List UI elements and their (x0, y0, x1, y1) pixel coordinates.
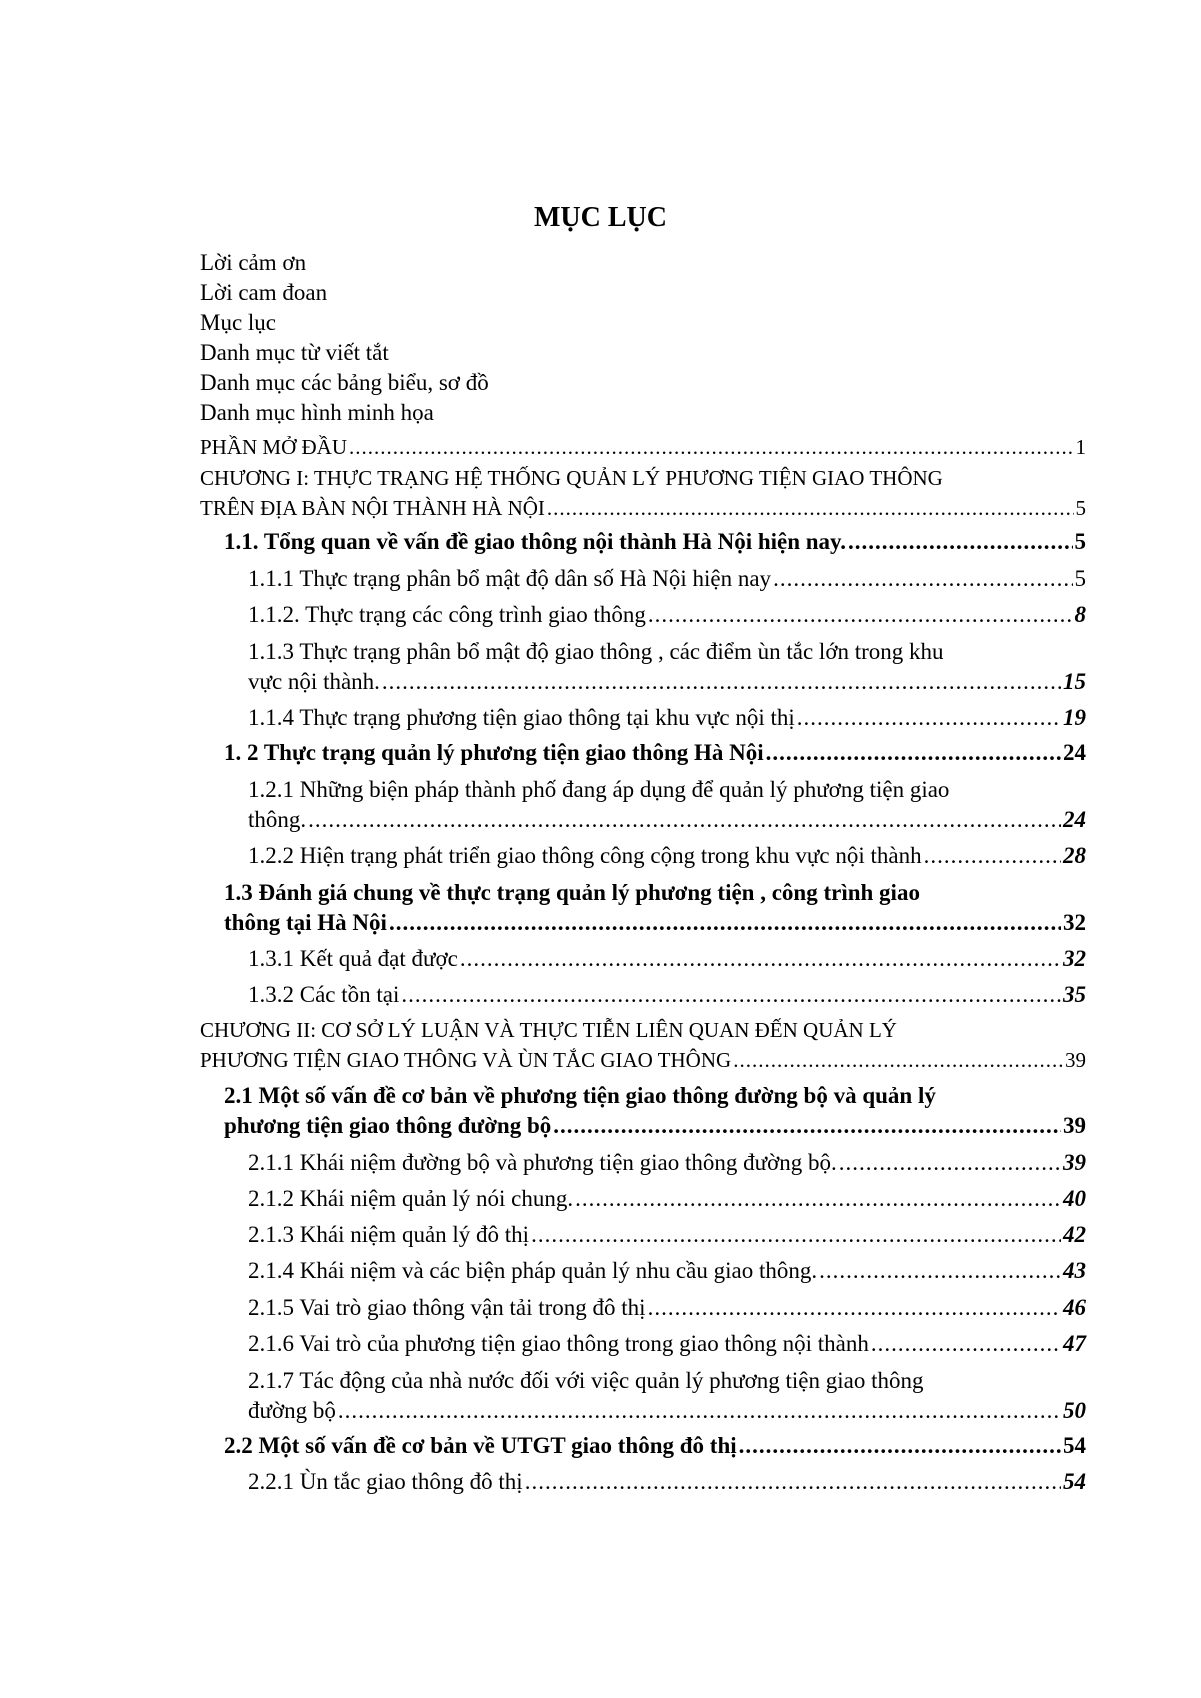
dot-leader (797, 703, 1061, 733)
toc-entry[interactable] (248, 703, 1086, 733)
toc-entry-text: 1.3.2 Các tồn tại (248, 982, 400, 1007)
dot-leader (401, 980, 1061, 1010)
toc-entry[interactable] (248, 637, 1086, 697)
dot-leader (389, 908, 1061, 938)
toc-entry-text: 1.2.2 Hiện trạng phát triển giao thông công cộng trong khu vực nội thành (248, 843, 922, 868)
toc-entry[interactable] (248, 564, 1086, 594)
toc-entry-text: 2.1.1 Khái niệm đường bộ và phương tiện giao thông đường bộ. (248, 1150, 837, 1175)
toc-entry-text: 1.1.4 Thực trạng phương tiện giao thông tại khu vực nội thị (248, 705, 795, 730)
toc-entry[interactable] (248, 1293, 1086, 1323)
dot-leader (349, 432, 1073, 462)
toc-entry-page: 1 (1075, 435, 1086, 459)
toc-entry-text-line1: 2.1 Một số vấn đề cơ bản về phương tiện giao thông đường bộ và quản lý (224, 1083, 936, 1108)
toc-entry-text-line1: 1.1.3 Thực trạng phân bổ mật độ giao thông , các điểm ùn tắc lớn trong khu (248, 639, 944, 664)
toc-entry[interactable] (248, 1256, 1086, 1286)
toc-entry[interactable] (248, 980, 1086, 1010)
toc-entry-page: 5 (1074, 566, 1086, 591)
toc-entry-page: 24 (1063, 740, 1086, 765)
dot-leader (773, 564, 1072, 594)
toc-entry-text: 2.1.4 Khái niệm và các biện pháp quản lý nhu cầu giao thông. (248, 1258, 818, 1283)
toc-entry[interactable] (224, 1081, 1086, 1141)
dot-leader (871, 1329, 1061, 1359)
front-matter-item: Danh mục hình minh họa (200, 400, 434, 425)
toc-entry-text-line1: CHƯƠNG II: CƠ SỞ LÝ LUẬN VÀ THỰC TIỄN LIÊN QUAN ĐẾN QUẢN LÝ (200, 1018, 897, 1042)
toc-entry[interactable] (248, 1148, 1086, 1178)
toc-entry-text: 1. 2 Thực trạng quản lý phương tiện giao thông Hà Nội (224, 740, 764, 765)
toc-entry-page: 40 (1063, 1186, 1086, 1211)
toc-entry[interactable] (248, 944, 1086, 974)
toc-entry-page: 50 (1063, 1398, 1086, 1423)
toc-entry-page: 47 (1063, 1331, 1086, 1356)
toc-entry-page: 35 (1063, 982, 1086, 1007)
toc-entry[interactable] (224, 878, 1086, 938)
toc-entry-page: 5 (1074, 529, 1086, 554)
dot-leader (924, 841, 1061, 871)
dot-leader (460, 944, 1061, 974)
toc-entry-page: 8 (1074, 602, 1086, 627)
dot-leader (839, 1148, 1061, 1178)
dot-leader (382, 667, 1061, 697)
toc-entry[interactable] (248, 1329, 1086, 1359)
toc-entry[interactable] (200, 432, 1086, 462)
toc-entry[interactable] (224, 738, 1086, 768)
dot-leader (525, 1467, 1061, 1497)
dot-leader (308, 805, 1061, 835)
toc-entry-page: 5 (1075, 496, 1086, 520)
toc-entry-text: 2.1.3 Khái niệm quản lý đô thị (248, 1222, 530, 1247)
toc-entry-page: 15 (1063, 669, 1086, 694)
toc-entry-text: 2.2 Một số vấn đề cơ bản về UTGT giao thông đô thị (224, 1433, 737, 1458)
dot-leader (848, 527, 1072, 557)
toc-entry[interactable] (248, 1467, 1086, 1497)
toc-entry-text: thông tại Hà Nội (224, 910, 387, 935)
dot-leader (648, 1293, 1061, 1323)
dot-leader (531, 1220, 1061, 1250)
toc-entry-text: đường bộ (248, 1398, 336, 1423)
toc-entry-text: phương tiện giao thông đường bộ (224, 1113, 552, 1138)
toc-entry-text: 1.3.1 Kết quả đạt được (248, 946, 458, 971)
toc-entry[interactable] (248, 841, 1086, 871)
toc-entry-page: 43 (1063, 1258, 1086, 1283)
toc-entry[interactable] (248, 600, 1086, 630)
toc-entry-text-line1: 1.2.1 Những biện pháp thành phố đang áp dụng để quản lý phương tiện giao (248, 777, 950, 802)
toc-entry-text: 2.2.1 Ùn tắc giao thông đô thị (248, 1469, 523, 1494)
toc-entry-text: 2.1.2 Khái niệm quản lý nói chung. (248, 1186, 574, 1211)
toc-entry-text: PHẦN MỞ ĐẦU (200, 435, 348, 459)
toc-entry-page: 24 (1063, 807, 1086, 832)
toc-entry-page: 39 (1063, 1113, 1086, 1138)
toc-entry-text: PHƯƠNG TIỆN GIAO THÔNG VÀ ÙN TẮC GIAO THÔNG (200, 1048, 732, 1072)
toc-entry-text: 1.1.2. Thực trạng các công trình giao thông (248, 602, 646, 627)
toc-entry-page: 39 (1065, 1048, 1086, 1072)
toc-entry-text: 1.1.1 Thực trạng phân bổ mật độ dân số Hà Nội hiện nay (248, 566, 772, 591)
dot-leader (733, 1045, 1063, 1075)
dot-leader (648, 600, 1073, 630)
dot-leader (547, 493, 1074, 523)
toc-entry-page: 32 (1063, 946, 1086, 971)
front-matter-item: Danh mục từ viết tắt (200, 340, 389, 365)
dot-leader (739, 1431, 1061, 1461)
toc-entry[interactable] (224, 1431, 1086, 1461)
dot-leader (819, 1256, 1061, 1286)
toc-entry-text: 2.1.6 Vai trò của phương tiện giao thông trong giao thông nội thành (248, 1331, 869, 1356)
toc-entry[interactable] (248, 1366, 1086, 1426)
front-matter-item: Mục lục (200, 310, 277, 335)
toc-entry-text-line1: 2.1.7 Tác động của nhà nước đối với việc quản lý phương tiện giao thông (248, 1368, 924, 1393)
dot-leader (575, 1184, 1061, 1214)
toc-entry-text: 2.1.5 Vai trò giao thông vận tải trong đô thị (248, 1295, 646, 1320)
front-matter-item: Lời cam đoan (200, 280, 328, 305)
toc-entry[interactable] (200, 1015, 1086, 1075)
page-title: MỤC LỤC (534, 202, 667, 233)
toc-entry-text-line1: 1.3 Đánh giá chung về thực trạng quản lý phương tiện , công trình giao (224, 880, 920, 905)
toc-entry-text: vực nội thành. (248, 669, 380, 694)
toc-entry[interactable] (248, 1220, 1086, 1250)
toc-entry-page: 32 (1063, 910, 1086, 935)
dot-leader (553, 1111, 1061, 1141)
toc-entry-page: 28 (1063, 843, 1086, 868)
toc-entry-page: 46 (1063, 1295, 1086, 1320)
toc-entry-text: 1.1. Tổng quan về vấn đề giao thông nội thành Hà Nội hiện nay. (224, 529, 847, 554)
front-matter-item: Lời cảm ơn (200, 250, 307, 275)
toc-entry-page: 39 (1063, 1150, 1086, 1175)
toc-entry-text: TRÊN ĐỊA BÀN NỘI THÀNH HÀ NỘI (200, 496, 545, 520)
toc-entry[interactable] (248, 775, 1086, 835)
dot-leader (766, 738, 1061, 768)
toc-entry-page: 42 (1063, 1222, 1086, 1247)
toc-entry[interactable] (200, 463, 1086, 523)
front-matter-item: Danh mục các bảng biểu, sơ đồ (200, 370, 489, 395)
toc-entry-page: 54 (1063, 1469, 1086, 1494)
toc-entry-text-line1: CHƯƠNG I: THỰC TRẠNG HỆ THỐNG QUẢN LÝ PHƯƠNG TIỆN GIAO THÔNG (200, 466, 943, 490)
toc-entry-page: 54 (1063, 1433, 1086, 1458)
toc-entry-page: 19 (1063, 705, 1086, 730)
toc-entry-text: thông. (248, 807, 307, 832)
toc-entry[interactable] (248, 1184, 1086, 1214)
dot-leader (338, 1396, 1061, 1426)
toc-entry[interactable] (224, 527, 1086, 557)
